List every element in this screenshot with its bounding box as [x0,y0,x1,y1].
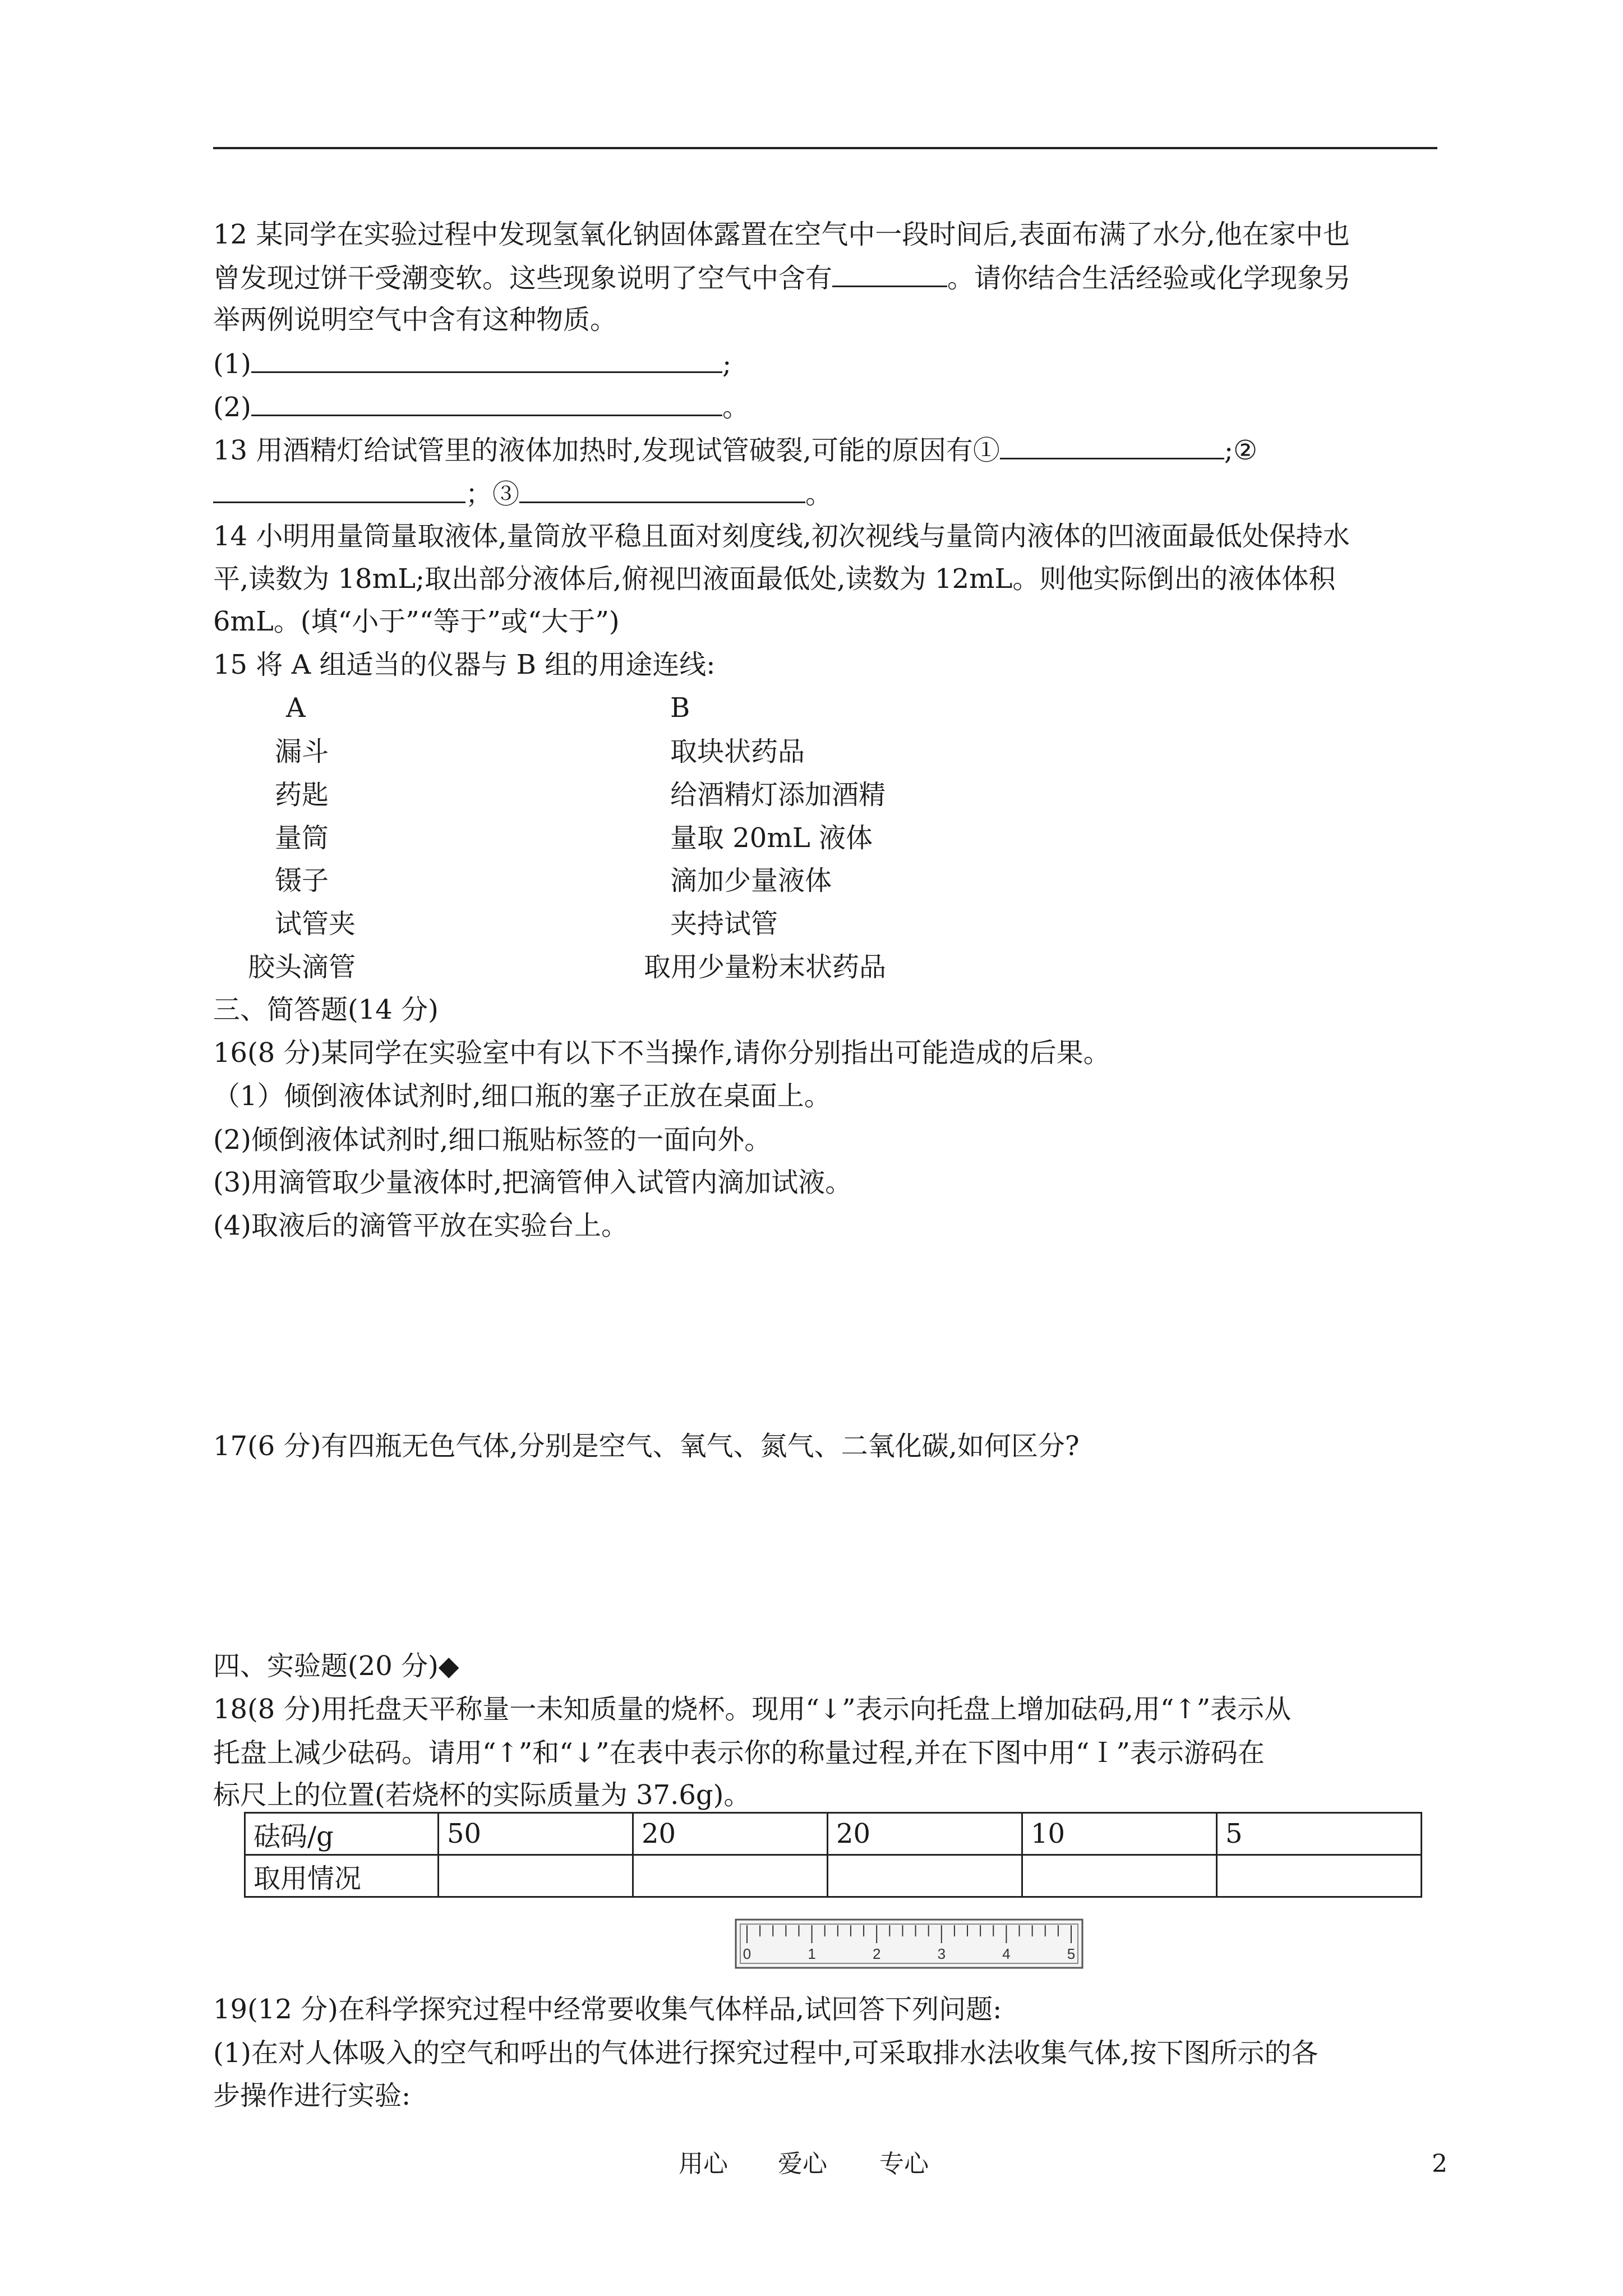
ruler-label: 2 [872,1945,881,1962]
q12-option-2-end: 。 [722,392,750,423]
instrument-item: 漏斗 [275,736,329,767]
q18-line-1: 18(8 分)用托盘天平称量一未知质量的烧杯。现用“↓”表示向托盘上增加砝码,用“↑”表示从 [213,1694,1292,1725]
instrument-item: 镊子 [275,865,329,896]
instrument-item: 药匙 [275,779,329,811]
q15-header-a: A [286,692,306,724]
q13-text-a: 13 用酒精灯给试管里的液体加热时,发现试管破裂,可能的原因有① [213,435,1000,466]
table-row [245,1813,1422,1855]
q19-line-1: 19(12 分)在科学探究过程中经常要收集气体样品,试回答下列问题: [213,1994,1002,2025]
q14-line-3: 6mL。(填“小于”“等于”或“大于”) [213,606,620,637]
header-rule [213,147,1437,149]
q13-line-1 [213,433,1257,467]
q13-answer-blank-3[interactable] [519,477,805,503]
ruler-label: 3 [937,1945,946,1962]
q12-line-1: 12 某同学在实验过程中发现氢氧化钠固体露置在空气中一段时间后,表面布满了水分,他在家中也 [213,219,1350,250]
weight-cell: 10 [1022,1813,1217,1855]
instrument-item: 胶头滴管 [248,951,356,983]
usage-item: 取用少量粉末状药品 [644,951,887,983]
q12-text-b: 。请你结合生活经验或化学现象另 [947,263,1352,294]
q18-line-2: 托盘上减少砝码。请用“↑”和“↓”在表中表示你的称量过程,并在下图中用“Ｉ”表示游码在 [213,1737,1265,1769]
q13-answer-blank-2[interactable] [213,477,465,503]
balance-scale-ruler[interactable] [735,1918,1083,1969]
weight-cell: 20 [633,1813,828,1855]
ruler-label: 4 [1002,1945,1011,1962]
section-3-heading: 三、简答题(14 分) [213,994,439,1025]
q19-line-2: (1)在对人体吸入的空气和呼出的气体进行探究过程中,可采取排水法收集气体,按下图所示的各 [213,2037,1318,2069]
q14-line-2: 平,读数为 18mL;取出部分液体后,俯视凹液面最低处,读数为 12mL。则他实际倒出的液体体积 [213,563,1336,595]
footer-item: 用心 [679,2150,728,2178]
ruler-label: 5 [1067,1945,1076,1962]
q13-text-c: ；③ [465,478,520,510]
q12-text-a: 曾发现过饼干受潮变软。这些现象说明了空气中含有 [213,263,833,294]
usage-item: 量取 20mL 液体 [670,822,873,854]
usage-answer-cell[interactable] [1022,1855,1217,1897]
q12-option-1-blank[interactable] [251,347,722,373]
usage-answer-cell[interactable] [633,1855,828,1897]
q12-line-3: 举两例说明空气中含有这种物质。 [213,304,617,335]
weights-table [244,1812,1422,1898]
q17-title: 17(6 分)有四瓶无色气体,分别是空气、氧气、氮气、二氧化碳,如何区分? [213,1430,1080,1462]
q14-line-1: 14 小明用量筒量取液体,量筒放平稳且面对刻度线,初次视线与量筒内液体的凹液面最低处保持水 [213,521,1350,552]
q18-line-3: 标尺上的位置(若烧杯的实际质量为 37.6g)。 [213,1779,751,1811]
weight-cell: 50 [439,1813,633,1855]
table-row-header: 砝码/g [245,1813,439,1855]
q19-line-3: 步操作进行实验: [213,2080,411,2111]
usage-item: 夹持试管 [670,908,778,940]
q12-option-2 [213,390,749,424]
q13-text-d: 。 [805,478,833,510]
ruler-label: 1 [808,1945,816,1962]
usage-item: 取块状药品 [670,736,805,767]
q12-option-1-label: (1) [213,348,251,380]
q16-item: (3)用滴管取少量液体时,把滴管伸入试管内滴加试液。 [213,1167,852,1198]
table-row [245,1855,1422,1897]
q16-item: (4)取液后的滴管平放在实验台上。 [213,1210,628,1241]
page-number: 2 [1432,2150,1447,2178]
q16-item: (2)倾倒液体试剂时,细口瓶贴标签的一面向外。 [213,1124,772,1156]
footer-item: 爱心 [778,2150,827,2178]
usage-answer-cell[interactable] [1217,1855,1422,1897]
instrument-item: 试管夹 [275,908,356,940]
q12-option-1 [213,347,731,381]
ruler-label: 0 [743,1945,751,1962]
q16-title: 16(8 分)某同学在实验室中有以下不当操作,请你分别指出可能造成的后果。 [213,1037,1110,1069]
q12-option-2-blank[interactable] [251,390,722,416]
instrument-item: 量筒 [275,822,329,854]
q16-item: （1）倾倒液体试剂时,细口瓶的塞子正放在桌面上。 [213,1080,831,1112]
q13-answer-blank-1[interactable] [1000,433,1224,459]
weight-cell: 5 [1217,1813,1422,1855]
q15-title: 15 将 A 组适当的仪器与 B 组的用途连线: [213,649,716,680]
q12-option-1-end: ; [722,348,732,380]
usage-answer-cell[interactable] [439,1855,633,1897]
weight-cell: 20 [828,1813,1022,1855]
q13-text-b: ;② [1224,435,1258,466]
section-4-heading: 四、实验题(20 分)◆ [213,1650,459,1682]
usage-item: 给酒精灯添加酒精 [670,779,886,811]
q12-option-2-label: (2) [213,392,251,423]
q12-answer-blank[interactable] [832,261,947,287]
usage-answer-cell[interactable] [828,1855,1022,1897]
q12-line-2 [213,261,1351,295]
table-row-header: 取用情况 [245,1855,439,1897]
footer-item: 专心 [879,2150,929,2178]
q15-header-b: B [670,692,690,724]
q13-line-2 [213,477,832,511]
usage-item: 滴加少量液体 [670,865,832,896]
